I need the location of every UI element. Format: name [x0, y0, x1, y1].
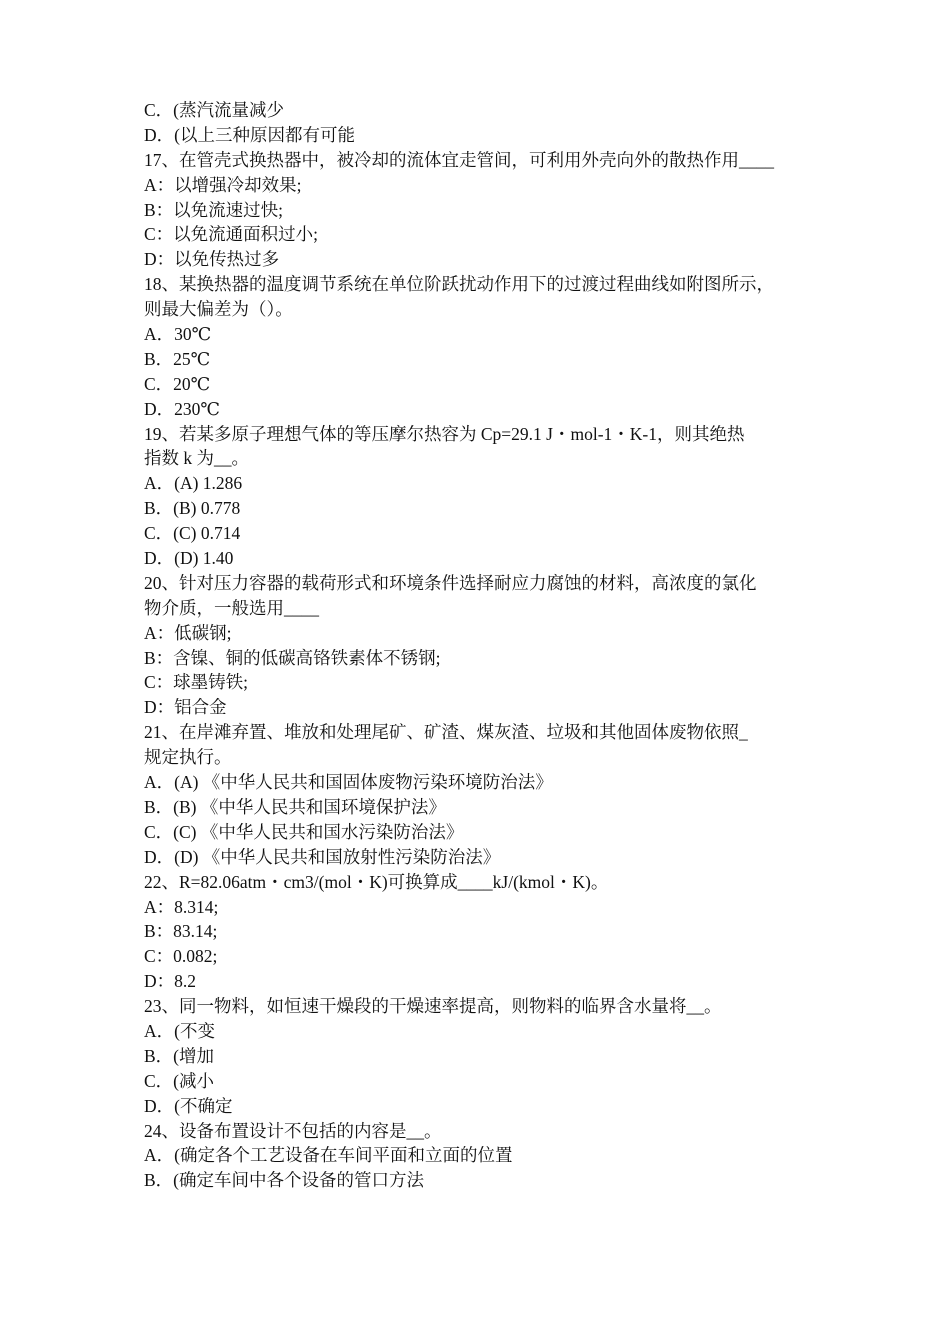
- option-line: A：低碳钢;: [144, 622, 232, 643]
- text-line: D．(以上三种原因都有可能: [144, 124, 355, 145]
- question-20-stem: 20、针对压力容器的载荷形式和环境条件选择耐应力腐蚀的材料，高浓度的氯化: [144, 572, 757, 593]
- option-line: D．230℃: [144, 398, 220, 419]
- option-line: C：0.082;: [144, 946, 218, 967]
- option-line: C．20℃: [144, 373, 211, 394]
- option-line: A．(确定各个工艺设备在车间平面和立面的位置: [144, 1145, 513, 1166]
- question-24-stem: 24、设备布置设计不包括的内容是__。: [144, 1120, 442, 1141]
- question-17-stem: 17、在管壳式换热器中，被冷却的流体宜走管间，可利用外壳向外的散热作用____: [144, 149, 774, 170]
- question-18-stem: 18、某换热器的温度调节系统在单位阶跃扰动作用下的过渡过程曲线如附图所示，: [144, 274, 774, 295]
- question-19-stem: 19、若某多原子理想气体的等压摩尔热容为 Cp=29.1 J・mol-1・K-1，则其绝热: [144, 423, 745, 444]
- option-line: A．30℃: [144, 324, 212, 345]
- option-line: B．(确定车间中各个设备的管口方法: [144, 1170, 424, 1191]
- option-line: D．(D) 《中华人民共和国放射性污染防治法》: [144, 846, 501, 867]
- question-22-stem: 22、R=82.06atm・cm3/(mol・K)可换算成____kJ/(kmol・K)。: [144, 871, 609, 892]
- question-21-stem-cont: 规定执行。: [144, 747, 232, 768]
- option-line: C．(减小: [144, 1070, 214, 1091]
- option-line: D．(不确定: [144, 1095, 233, 1116]
- option-line: D：以免传热过多: [144, 249, 280, 270]
- option-line: B．25℃: [144, 348, 211, 369]
- option-line: A：以增强冷却效果;: [144, 174, 302, 195]
- option-line: B：以免流速过快;: [144, 199, 284, 220]
- option-line: D：8.2: [144, 971, 197, 992]
- document-page: [144, 98, 824, 1193]
- question-19-stem-cont: 指数 k 为__。: [144, 448, 249, 469]
- option-line: D．(D) 1.40: [144, 548, 234, 569]
- option-line: A：8.314;: [144, 896, 219, 917]
- question-23-stem: 23、同一物料，如恒速干燥段的干燥速率提高，则物料的临界含水量将__。: [144, 996, 722, 1017]
- option-line: B：含镍、铜的低碳高铬铁素体不锈钢;: [144, 647, 441, 668]
- option-line: C．(C) 《中华人民共和国水污染防治法》: [144, 821, 464, 842]
- option-line: B．(B) 《中华人民共和国环境保护法》: [144, 796, 446, 817]
- option-line: A．(不变: [144, 1020, 215, 1041]
- option-line: B：83.14;: [144, 921, 218, 942]
- option-line: C：球墨铸铁;: [144, 672, 249, 693]
- option-line: B．(B) 0.778: [144, 498, 241, 519]
- question-18-stem-cont: 则最大偏差为（）。: [144, 299, 293, 320]
- option-line: B．(增加: [144, 1045, 214, 1066]
- option-line: A．(A) 1.286: [144, 473, 243, 494]
- option-line: C．(C) 0.714: [144, 523, 241, 544]
- option-line: D：铝合金: [144, 697, 227, 718]
- question-21-stem: 21、在岸滩弃置、堆放和处理尾矿、矿渣、煤灰渣、垃圾和其他固体废物依照_: [144, 722, 748, 743]
- option-line: A．(A) 《中华人民共和国固体废物污染环境防治法》: [144, 772, 553, 793]
- option-line: C：以免流通面积过小;: [144, 224, 319, 245]
- question-20-stem-cont: 物介质，一般选用____: [144, 597, 319, 618]
- text-line: C．(蒸汽流量减少: [144, 100, 284, 120]
